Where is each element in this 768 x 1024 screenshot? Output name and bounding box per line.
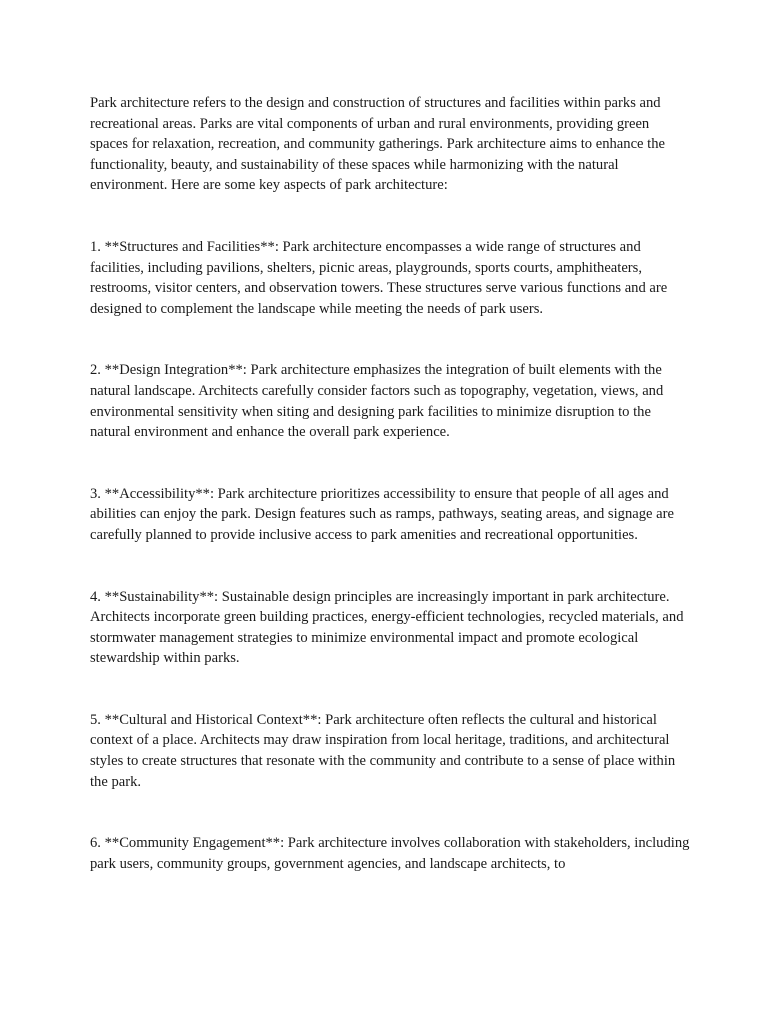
paragraph-design-integration: 2. **Design Integration**: Park architecture emphasizes the integration of built elements with the natural landscape. Architects carefully consider factors such as topography, vegetation, views, and environmental sensitivity when siting and designing park facilities to minimize disruption to the natural environment and enhance the overall park experience. [90, 362, 664, 441]
document-body [90, 93, 690, 874]
paragraph-structures-and-facilities: 1. **Structures and Facilities**: Park architecture encompasses a wide range of structures and facilities, including pavilions, shelters, picnic areas, playgrounds, sports courts, amphitheaters, restrooms, visitor centers, and observation towers. These structures serve various functions and are designed to complement the landscape while meeting the needs of park users. [90, 238, 668, 317]
paragraph-accessibility: 3. **Accessibility**: Park architecture prioritizes accessibility to ensure that people of all ages and abilities can enjoy the park. Design features such as ramps, pathways, seating areas, and signage are carefully planned to provide inclusive access to park amenities and recreational opportunities. [90, 485, 674, 543]
paragraph-cultural-historical-context: 5. **Cultural and Historical Context**: Park architecture often reflects the cultural and historical context of a place. Architects may draw inspiration from local heritage, traditions, and architectural styles to create structures that resonate with the community and contribute to a sense of place within the park. [90, 711, 676, 790]
paragraph-sustainability: 4. **Sustainability**: Sustainable design principles are increasingly important in park architecture. Architects incorporate green building practices, energy-efficient technologies, recycled materials, and stormwater management strategies to minimize environmental impact and promote ecological stewardship within parks. [90, 588, 684, 667]
paragraph-community-engagement: 6. **Community Engagement**: Park architecture involves collaboration with stakeholders, including park users, community groups, government agencies, and landscape architects, to [90, 835, 690, 872]
intro-paragraph: Park architecture refers to the design and construction of structures and facilities within parks and recreational areas. Parks are vital components of urban and rural environments, providing green spaces for relaxation, recreation, and community gatherings. Park architecture aims to enhance the functionality, beauty, and sustainability of these spaces while harmonizing with the natural environment. Here are some key aspects of park architecture: [90, 95, 666, 194]
